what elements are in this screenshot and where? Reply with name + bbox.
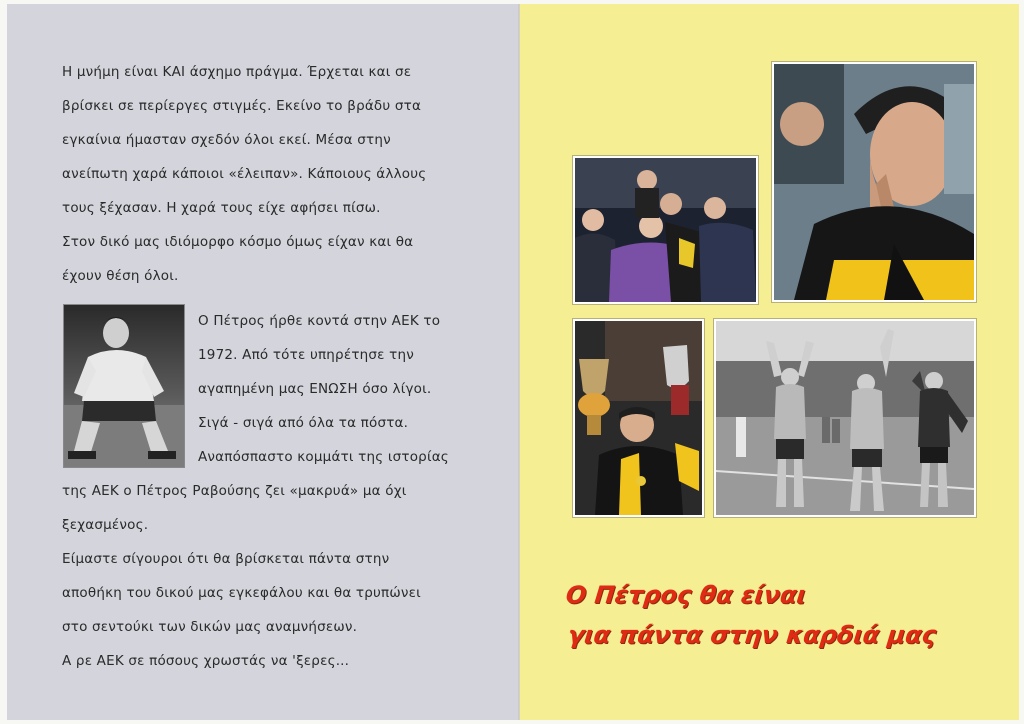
text-line: στο σεντούκι των δικών μας αναμνήσεων. <box>62 619 358 635</box>
text-line: αποθήκη του δικού μας εγκεφάλου και θα τρυπώνει <box>62 585 421 601</box>
celebration-photo <box>573 156 758 304</box>
headline-line-1: Ο Πέτρος θα είναι <box>564 581 808 609</box>
text-line: βρίσκει σε περίεργες στιγμές. Εκείνο το βράδυ στα <box>62 98 422 114</box>
text-line: Α ρε ΑΕΚ σε πόσους χρωστάς να 'ξερες... <box>62 653 350 669</box>
text-line: ξεχασμένος. <box>62 517 149 533</box>
trophy-image <box>575 321 702 515</box>
celebration-image <box>575 158 756 302</box>
text-line: Είμαστε σίγουροι ότι θα βρίσκεται πάντα στην <box>62 551 390 567</box>
coach-image <box>774 64 974 300</box>
text-line: αγαπημένη μας ΕΝΩΣΗ όσο λίγοι. <box>198 381 432 397</box>
text-line: Η μνήμη είναι ΚΑΙ άσχημο πράγμα. Έρχεται και σε <box>62 64 412 80</box>
text-line: τους ξέχασαν. Η χαρά τους είχε αφήσει πίσω. <box>62 200 381 216</box>
text-line: έχουν θέση όλοι. <box>62 268 179 284</box>
headline-line-2: για πάντα στην καρδιά μας <box>566 621 938 649</box>
text-line: Ο Πέτρος ήρθε κοντά στην ΑΕΚ το <box>198 313 441 329</box>
text-line: Σιγά - σιγά από όλα τα πόστα. <box>198 415 409 431</box>
portrait-photo <box>64 305 184 467</box>
text-line: 1972. Από τότε υπηρέτησε την <box>198 347 414 363</box>
text-line: της ΑΕΚ ο Πέτρος Ραβούσης ζει «μακρυά» μα όχι <box>62 483 407 499</box>
text-line: Αναπόσπαστο κομμάτι της ιστορίας <box>198 449 449 465</box>
text-line: εγκαίνια ήμασταν σχεδόν όλοι εκεί. Μέσα στην <box>62 132 391 148</box>
text-line: Στον δικό μας ιδιόμορφο κόσμο όμως είχαν και θα <box>62 234 414 250</box>
coach-photo <box>772 62 976 302</box>
team-lap-photo <box>714 319 976 517</box>
portrait-image <box>64 305 184 467</box>
trophy-photo <box>573 319 704 517</box>
team-lap-image <box>716 321 974 515</box>
text-line: ανείπωτη χαρά κάποιοι «έλειπαν». Κάποιους άλλους <box>62 166 427 182</box>
